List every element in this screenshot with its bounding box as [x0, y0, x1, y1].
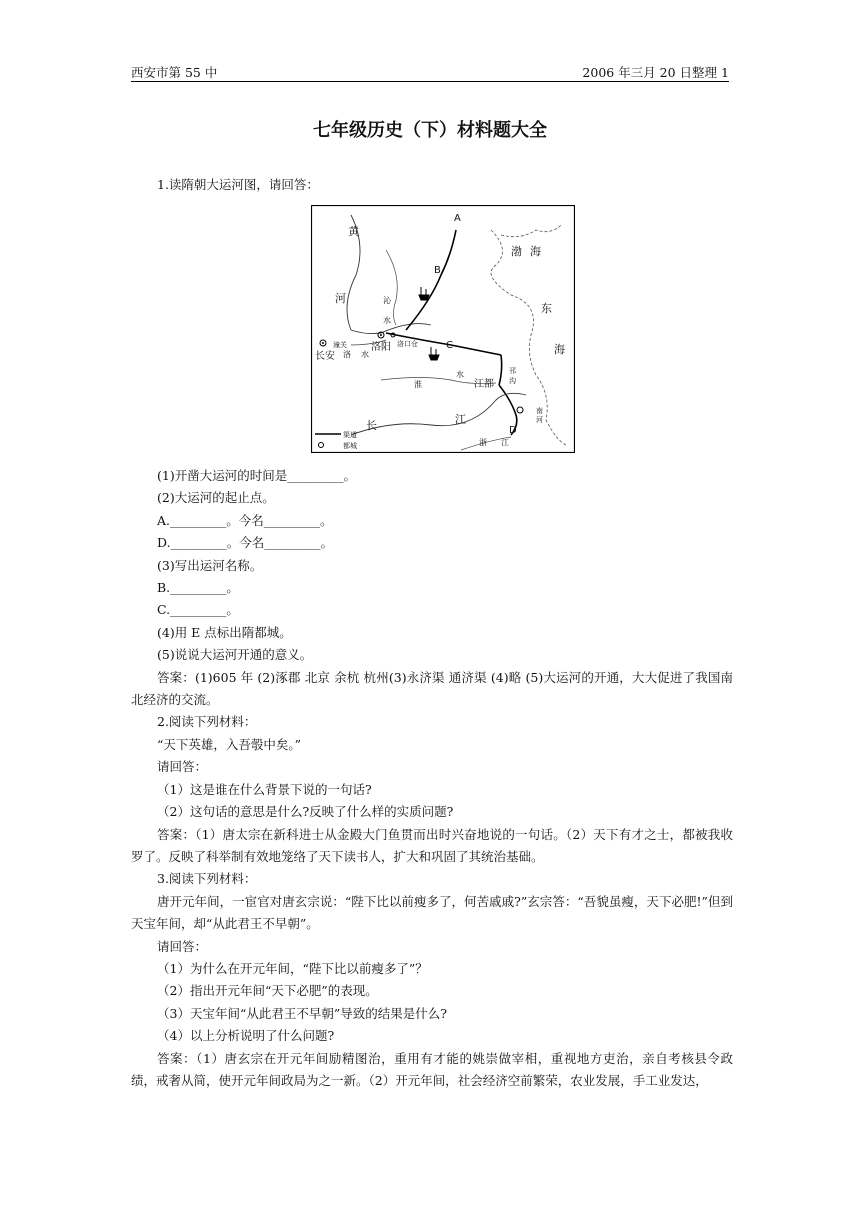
map-label: D — [509, 425, 517, 436]
map-label: 洛口仓 — [397, 340, 418, 348]
q2-prompt: 2.阅读下列材料： — [157, 714, 257, 730]
map-label: C — [446, 340, 453, 351]
map-label: 洛 — [343, 350, 351, 359]
q2-item: （1）这是谁在什么背景下说的一句话? — [157, 781, 372, 797]
map-legend-label: 都城 — [343, 442, 357, 450]
map-label: 水 — [383, 316, 391, 325]
q1-line: A._________。今名_________。 — [157, 512, 333, 528]
map-label: 黄 — [348, 225, 359, 238]
page-header — [131, 61, 729, 82]
map-label: 淮 — [414, 380, 422, 389]
map-label: 东 — [541, 302, 552, 315]
q3-answer: 答案：（1）唐玄宗在开元年间励精图治，重用有才能的姚崇做宰相，重视地方吏治，亲自考核县令政绩，戒奢从简，使开元年间政局为之一新。（2）开元年间，社会经济空前繁荣，农业发展，手工业发达， — [131, 1050, 733, 1088]
map-label: 水 — [361, 350, 369, 359]
q3-item: （1）为什么在开元年间，“陛下比以前瘦多了”？ — [157, 960, 428, 976]
map-label: 河 — [536, 416, 543, 424]
q2-material: “天下英雄，入吾彀中矣。” — [157, 736, 302, 752]
q2-item: （2）这句话的意思是什么?反映了什么样的实质问题? — [157, 804, 454, 820]
q3-item: （4）以上分析说明了什么问题? — [157, 1028, 335, 1044]
q1-line: D._________。今名_________。 — [157, 535, 334, 551]
q1-answer: 答案：(1)605 年 (2)涿郡 北京 余杭 杭州(3)永济渠 通济渠 (4)略 (5)大运河的开通，大大促进了我国南北经济的交流。 — [131, 669, 733, 708]
map-label: 长 — [366, 419, 377, 432]
q1-line: (4)用 E 点标出隋都城。 — [157, 624, 292, 640]
map-label: 河 — [335, 292, 346, 305]
map-label: 洛阳 — [371, 342, 391, 353]
q1-line: (3)写出运河名称。 — [157, 557, 263, 573]
map-label: 邗 — [509, 367, 516, 375]
q3-item: （2）指出开元年间“天下必肥”的表现。 — [157, 983, 378, 999]
q3-prompt: 3.阅读下列材料： — [157, 871, 257, 887]
map-label: 江都 — [474, 379, 494, 390]
q2-ask: 请回答： — [157, 759, 208, 775]
q1-line: (5)说说大运河开通的意义。 — [157, 647, 313, 663]
page-title: 七年级历史（下）材料题大全 — [313, 120, 547, 141]
map-label: 潼关 — [333, 341, 347, 349]
map-label: 水 — [456, 370, 464, 379]
document-body — [131, 465, 733, 1092]
q1-line: (2)大运河的起止点。 — [157, 490, 275, 506]
map-label: B — [434, 265, 441, 276]
map-label: 渤 — [511, 245, 522, 258]
map-label: 长安 — [315, 351, 335, 362]
map-label: 江 — [455, 413, 466, 426]
map-label: 江 — [501, 438, 509, 447]
map-label: A — [454, 213, 461, 224]
map-label: 海 — [554, 343, 565, 356]
q3-ask: 请回答： — [157, 938, 208, 954]
map-label: 南 — [536, 407, 543, 415]
q1-line: (1)开凿大运河的时间是_________。 — [157, 468, 356, 483]
q3-item: （3）天宝年间“从此君王不早朝”导致的结果是什么? — [157, 1005, 447, 1021]
header-date: 2006 年三月 20 日整理 1 — [582, 65, 729, 80]
q1-line: B._________。 — [157, 580, 239, 596]
question-1-prompt: 1.读隋朝大运河图，请回答： — [157, 177, 319, 192]
map-legend-label: 渠道 — [343, 431, 357, 439]
map-label: 浙 — [479, 438, 487, 447]
q1-line: C._________。 — [157, 602, 239, 618]
map-label: 沁 — [383, 296, 391, 305]
map-label: 海 — [530, 245, 541, 258]
q2-answer: 答案：（1）唐太宗在新科进士从金殿大门鱼贯而出时兴奋地说的一句话。（2）天下有才之士，都被我收罗了。反映了科举制有效地笼络了天下读书人，扩大和巩固了其统治基础。 — [131, 826, 733, 864]
header-school: 西安市第 55 中 — [131, 65, 218, 80]
map-label: 沟 — [509, 377, 516, 385]
sui-grand-canal-map — [311, 205, 575, 453]
q3-material: 唐开元年间，一宦官对唐玄宗说：“陛下比以前瘦多了，何苦戚戚?”玄宗答：“吾貌虽瘦，天下必肥!”但到天宝年间，却“从此君王不早朝”。 — [131, 893, 733, 932]
